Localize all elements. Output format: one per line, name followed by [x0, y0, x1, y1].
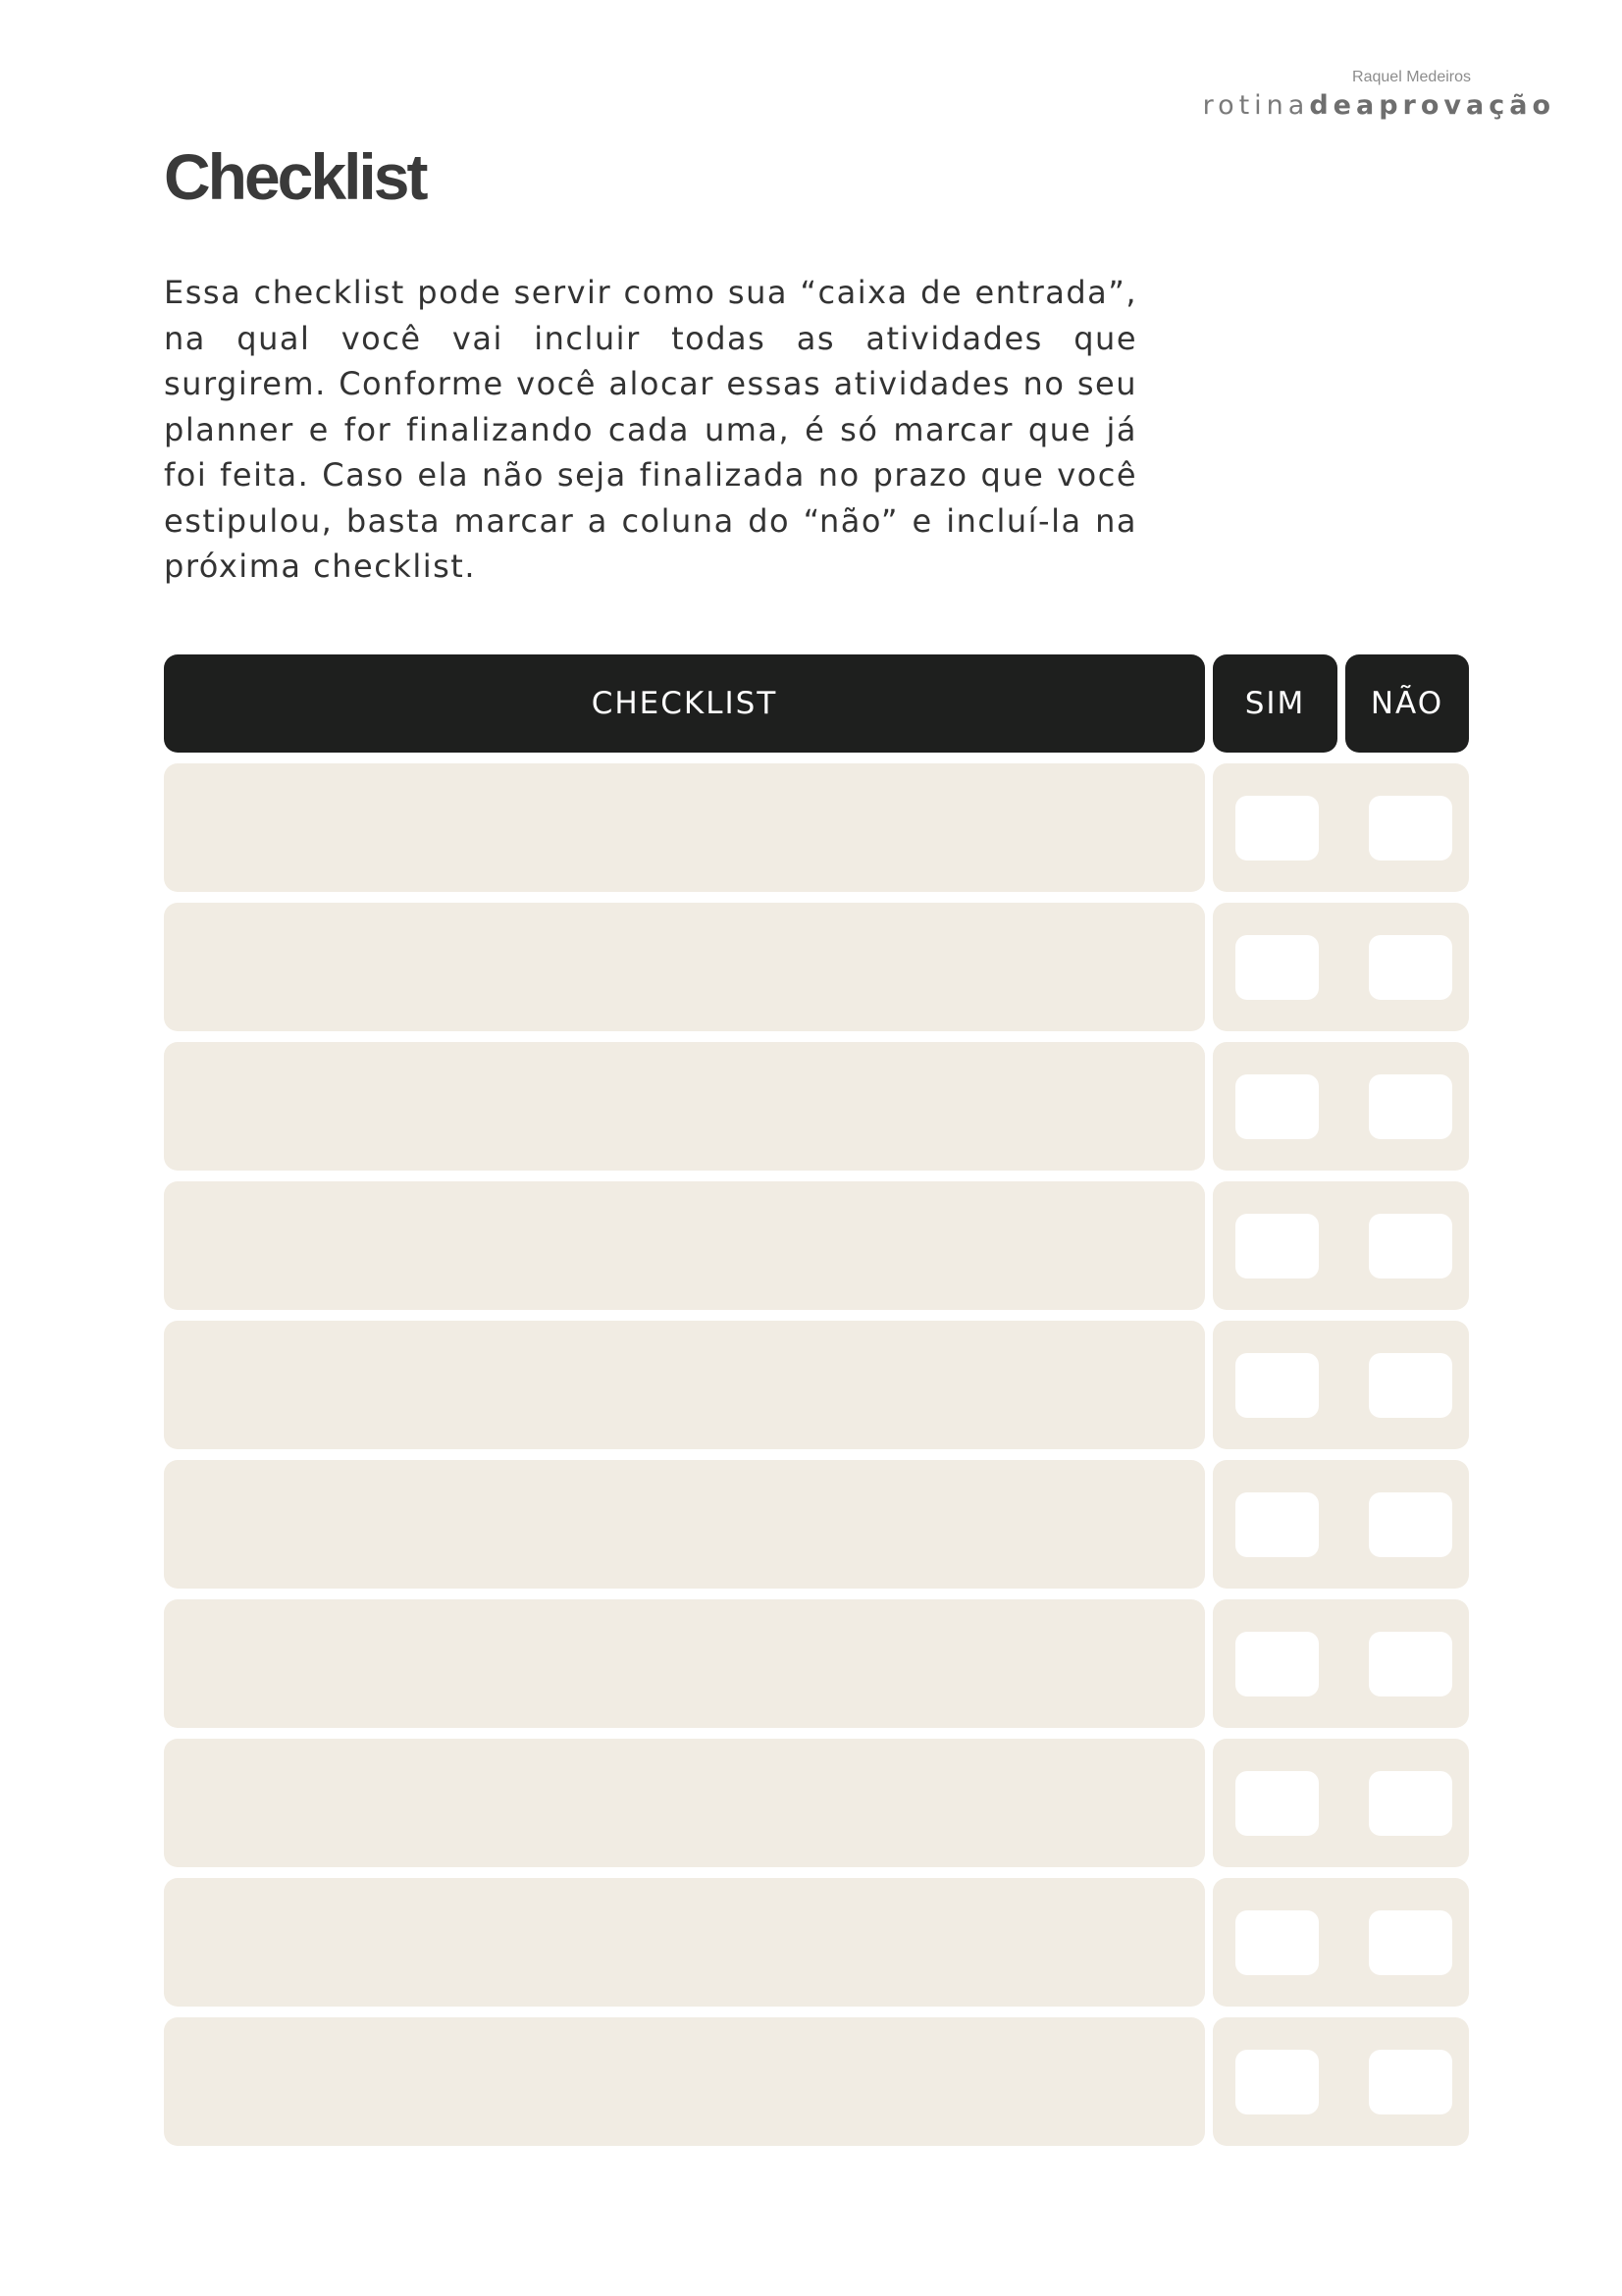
intro-paragraph: Essa checklist pode servir como sua “caixa de entrada”, na qual você vai incluir todas as atividades que surgirem. Conforme você alocar essas atividades no seu planner e for finalizando cada uma, é só marcar que já foi feita. Caso ela não seja finalizada no prazo que você estipulou, basta marcar a coluna do “não” e incluí-la na próxima checklist. — [164, 274, 1137, 585]
checkbox-group — [1213, 1460, 1469, 1589]
nao-checkbox[interactable] — [1369, 2050, 1452, 2114]
checklist-item-field[interactable] — [164, 1321, 1205, 1449]
sim-checkbox[interactable] — [1235, 1214, 1319, 1278]
brand-logo — [1203, 90, 1555, 121]
brand-author: Raquel Medeiros — [1352, 69, 1471, 85]
nao-checkbox[interactable] — [1369, 1492, 1452, 1557]
nao-checkbox[interactable] — [1369, 1632, 1452, 1696]
nao-checkbox[interactable] — [1369, 796, 1452, 861]
checkbox-group — [1213, 1878, 1469, 2007]
checkbox-group — [1213, 903, 1469, 1031]
nao-checkbox[interactable] — [1369, 1910, 1452, 1975]
sim-checkbox[interactable] — [1235, 1910, 1319, 1975]
table-row — [164, 1460, 1469, 1589]
table-row — [164, 1739, 1469, 1867]
checklist-item-field[interactable] — [164, 1878, 1205, 2007]
brand-block — [1203, 69, 1555, 121]
checkbox-group — [1213, 1321, 1469, 1449]
checklist-item-field[interactable] — [164, 763, 1205, 892]
table-row — [164, 1878, 1469, 2007]
sim-checkbox[interactable] — [1235, 1632, 1319, 1696]
brand-name-bold: deaprovação — [1309, 90, 1555, 121]
sim-checkbox[interactable] — [1235, 935, 1319, 1000]
checklist-item-field[interactable] — [164, 1042, 1205, 1171]
checkbox-group — [1213, 2017, 1469, 2146]
sim-checkbox[interactable] — [1235, 1074, 1319, 1139]
checklist-item-field[interactable] — [164, 1460, 1205, 1589]
table-row — [164, 2017, 1469, 2146]
nao-checkbox[interactable] — [1369, 1214, 1452, 1278]
checklist-item-field[interactable] — [164, 1599, 1205, 1728]
nao-checkbox[interactable] — [1369, 1771, 1452, 1836]
table-row — [164, 903, 1469, 1031]
checkbox-group — [1213, 1599, 1469, 1728]
sim-checkbox[interactable] — [1235, 1771, 1319, 1836]
checkbox-group — [1213, 1181, 1469, 1310]
header-checklist: CHECKLIST — [164, 654, 1205, 753]
checklist-item-field[interactable] — [164, 1739, 1205, 1867]
checklist-item-field[interactable] — [164, 1181, 1205, 1310]
sim-checkbox[interactable] — [1235, 2050, 1319, 2114]
brand-name-regular: rotina — [1202, 90, 1310, 121]
nao-checkbox[interactable] — [1369, 1353, 1452, 1418]
table-row — [164, 1181, 1469, 1310]
checklist-item-field[interactable] — [164, 2017, 1205, 2146]
table-row — [164, 1042, 1469, 1171]
sim-checkbox[interactable] — [1235, 1492, 1319, 1557]
checklist-item-field[interactable] — [164, 903, 1205, 1031]
table-row — [164, 1599, 1469, 1728]
checkbox-group — [1213, 1042, 1469, 1171]
nao-checkbox[interactable] — [1369, 1074, 1452, 1139]
checkbox-group — [1213, 763, 1469, 892]
checkbox-group — [1213, 1739, 1469, 1867]
page-title: Checklist — [164, 140, 426, 213]
header-sim: SIM — [1213, 654, 1337, 753]
sim-checkbox[interactable] — [1235, 796, 1319, 861]
table-row — [164, 1321, 1469, 1449]
table-row — [164, 763, 1469, 892]
sim-checkbox[interactable] — [1235, 1353, 1319, 1418]
header-nao: NÃO — [1345, 654, 1469, 753]
nao-checkbox[interactable] — [1369, 935, 1452, 1000]
